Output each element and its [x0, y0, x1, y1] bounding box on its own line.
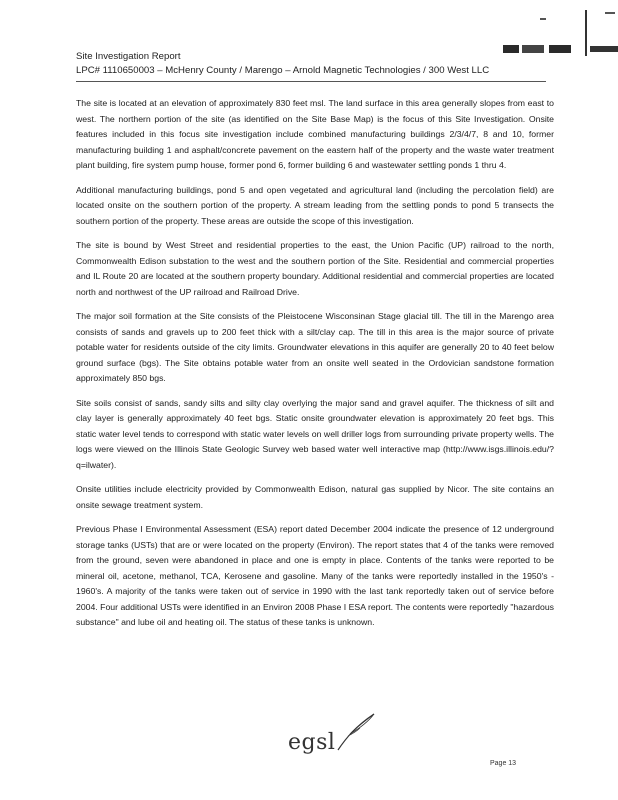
paragraph-site-boundaries: The site is bound by West Street and residential properties to the east, the Union Pacific (UP) railroad to the north, Commonwealth Edison substation to the west and the southern portion of the Site. Residential and commercial properties and IL Route 20 are located at the southern property boundary. Additional residential and commercial properties are located north and northwest of the UP railroad and Railroad Drive. [76, 240, 554, 297]
report-body [76, 96, 554, 640]
report-title: Site Investigation Report [76, 51, 181, 62]
scan-mark [590, 46, 618, 52]
report-header [76, 50, 546, 78]
logo-text: egsl [288, 730, 336, 755]
paragraph-site-soils: Site soils consist of sands, sandy silts and silty clay overlying the major sand and gravel aquifer. The thickness of silt and clay layer is generally approximately 40 feet bgs. Static onsite groundwater elevation is approximately 20 feet bgs. This static water level tends to correspond with static water levels on well driller logs from surrounding private property wells. The logs were viewed on the Illinois State Geologic Survey web based water well interactive map (http://www.isgs.illinois.edu/?q=ilwater). [76, 397, 554, 470]
paragraph-site-elevation: The site is located at an elevation of approximately 830 feet msl. The land surface in this area generally slopes from east to west. The northern portion of the site (as identified on the Site Base Map) is the focus of this Site Investigation. Onsite features included in this focus site investigation include combined manufacturing buildings 2/3/4/7, 8 and 10, former manufacturing building 1 and asphalt/concrete pavement on the eastern half of the property and the waste water treatment plant building, fire system pump house, former pond 6, former building 6 and wastewater settling ponds 1 thru 4. [76, 98, 554, 170]
scan-mark [540, 18, 546, 20]
page-number: Page 13 [490, 760, 517, 767]
paragraph-soil-formation: The major soil formation at the Site consists of the Pleistocene Wisconsinan Stage glacial till. The till in the Marengo area consists of sands and gravels up to 200 feet thick with a silt/clay cap. The till in this area is the major source of private potable water for residents outside of the city limits. Groundwater elevations in this aquifer are generally 20 to 40 feet below ground surface (bgs). The Site obtains potable water from an onsite well seated in the Ordovician sandstone formation approximately 850 bgs. [76, 311, 554, 383]
report-subtitle: LPC# 1110650003 – McHenry County / Marengo – Arnold Magnetic Technologies / 300 West LLC [76, 65, 490, 76]
paragraph-southern-portion: Additional manufacturing buildings, pond 5 and open vegetated and agricultural land (including the percolation field) are located onsite on the southern portion of the property. A stream leading from the settling ponds to pond 5 transects the southern portion of the property. These areas are outside the scope of this investigation. [76, 184, 554, 226]
quill-icon [334, 712, 378, 752]
header-divider [76, 81, 546, 82]
paragraph-previous-esa: Previous Phase I Environmental Assessment (ESA) report dated December 2004 indicate the presence of 12 underground storage tanks (USTs) that are or were located on the property (Environ). The report states that 4 of the tanks were removed from the ground, seven were abandoned in place and one is empty in place. Contents of the tanks were reported to be mineral oil, acetone, methanol, TCA, Kerosene and gasoline. Many of the tanks were reportedly installed in the 1950's - 1960's. A majority of the tanks were taken out of service in 1990 with the last tank reportedly taken out of service before 2004. Four additional USTs were identified in an Environ 2008 Phase I ESA report. The contents were reportedly "hazardous substance" and lube oil and heating oil. The status of these tanks is unknown. [76, 524, 554, 627]
scan-mark [585, 10, 587, 56]
paragraph-utilities: Onsite utilities include electricity provided by Commonwealth Edison, natural gas supplied by Nicor. The site contains an onsite sewage treatment system. [76, 484, 554, 510]
egsl-logo [288, 712, 378, 756]
scan-mark [605, 12, 615, 14]
